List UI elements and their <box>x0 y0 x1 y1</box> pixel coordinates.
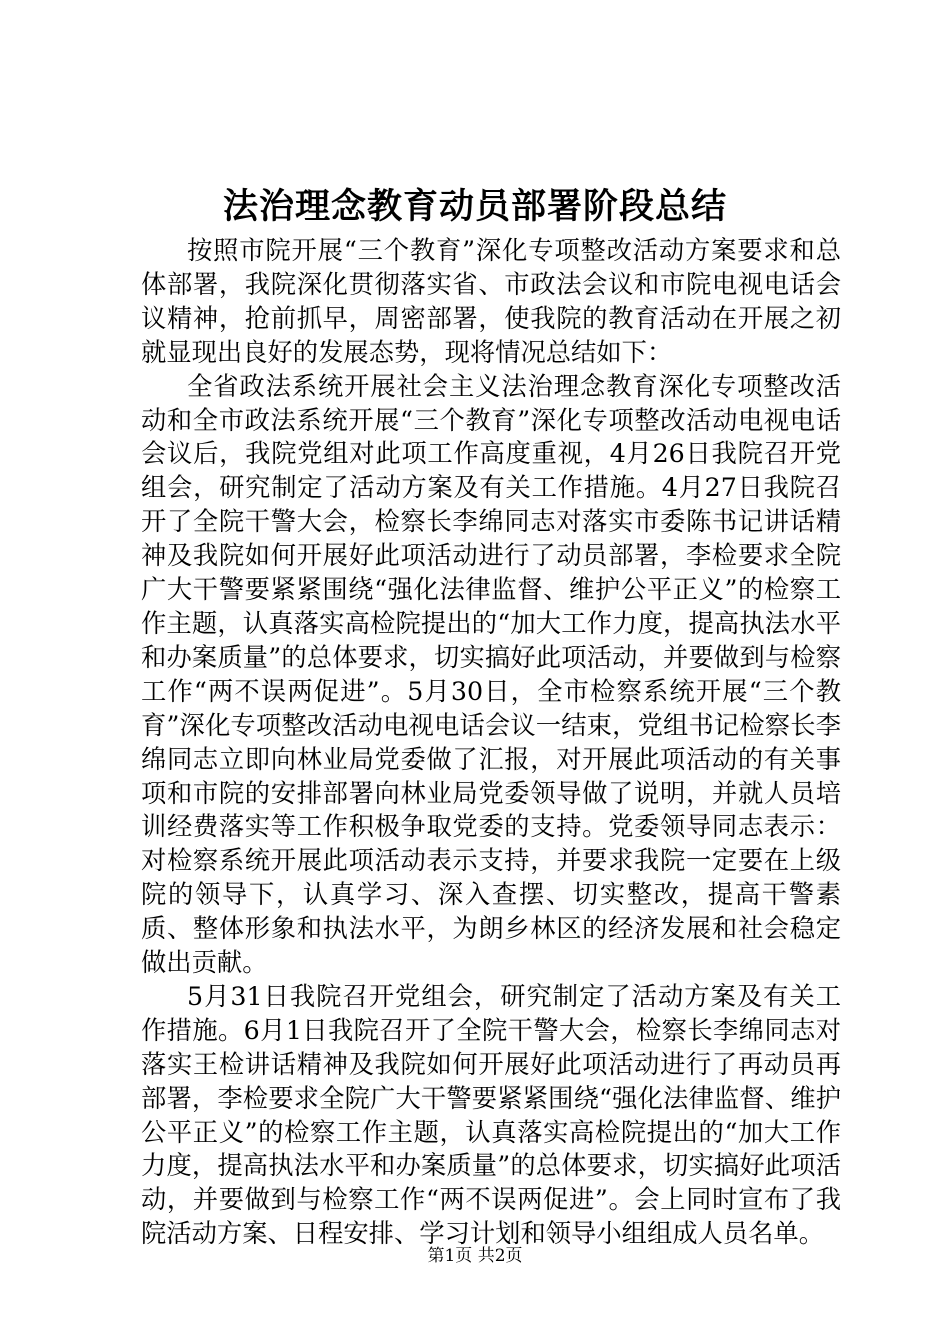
paragraph-party-meeting: 5月31日我院召开党组会，研究制定了活动方案及有关工作措施。6月1日我院召开了全院干警大会，检察长李绵同志对落实王检讲话精神及我院如何开展好此项活动进行了再动员再部署，李检要求全院广大干警要紧紧围绕“强化法律监督、维护公平正义”的检察工作主题，认真落实高检院提出的“加大工作力度，提高执法水平和办案质量”的总体要求，切实搞好此项活动，并要做到与检察工作“两不误两促进”。会上同时宣布了我院活动方案、日程安排、学习计划和领导小组组成人员名单。 <box>141 981 841 1249</box>
page-footer: 第1页 共2页 <box>427 1246 523 1266</box>
document-body <box>141 234 841 1251</box>
document-title: 法治理念教育动员部署阶段总结 <box>222 186 727 227</box>
paragraph-intro: 按照市院开展“三个教育”深化专项整改活动方案要求和总体部署，我院深化贯彻落实省、市政法会议和市院电视电话会议精神，抢前抓早，周密部署，使我院的教育活动在开展之初就显现出良好的发展态势，现将情况总结如下： <box>141 236 841 367</box>
paragraph-meetings: 全省政法系统开展社会主义法治理念教育深化专项整改活动和全市政法系统开展“三个教育”深化专项整改活动电视电话会议后，我院党组对此项工作高度重视，4月26日我院召开党组会，研究制定了活动方案及有关工作措施。4月27日我院召开了全院干警大会，检察长李绵同志对落实市委陈书记讲话精神及我院如何开展好此项活动进行了动员部署，李检要求全院广大干警要紧紧围绕“强化法律监督、维护公平正义”的检察工作主题，认真落实高检院提出的“加大工作力度，提高执法水平和办案质量”的总体要求，切实搞好此项活动，并要做到与检察工作“两不误两促进”。5月30日，全市检察系统开展“三个教育”深化专项整改活动电视电话会议一结束，党组书记检察长李绵同志立即向林业局党委做了汇报，对开展此项活动的有关事项和市院的安排部署向林业局党委领导做了说明，并就人员培训经费落实等工作积极争取党委的支持。党委领导同志表示：对检察系统开展此项活动表示支持，并要求我院一定要在上级院的领导下，认真学习、深入查摆、切实整改，提高干警素质、整体形象和执法水平，为朗乡林区的经济发展和社会稳定做出贡献。 <box>141 371 841 978</box>
